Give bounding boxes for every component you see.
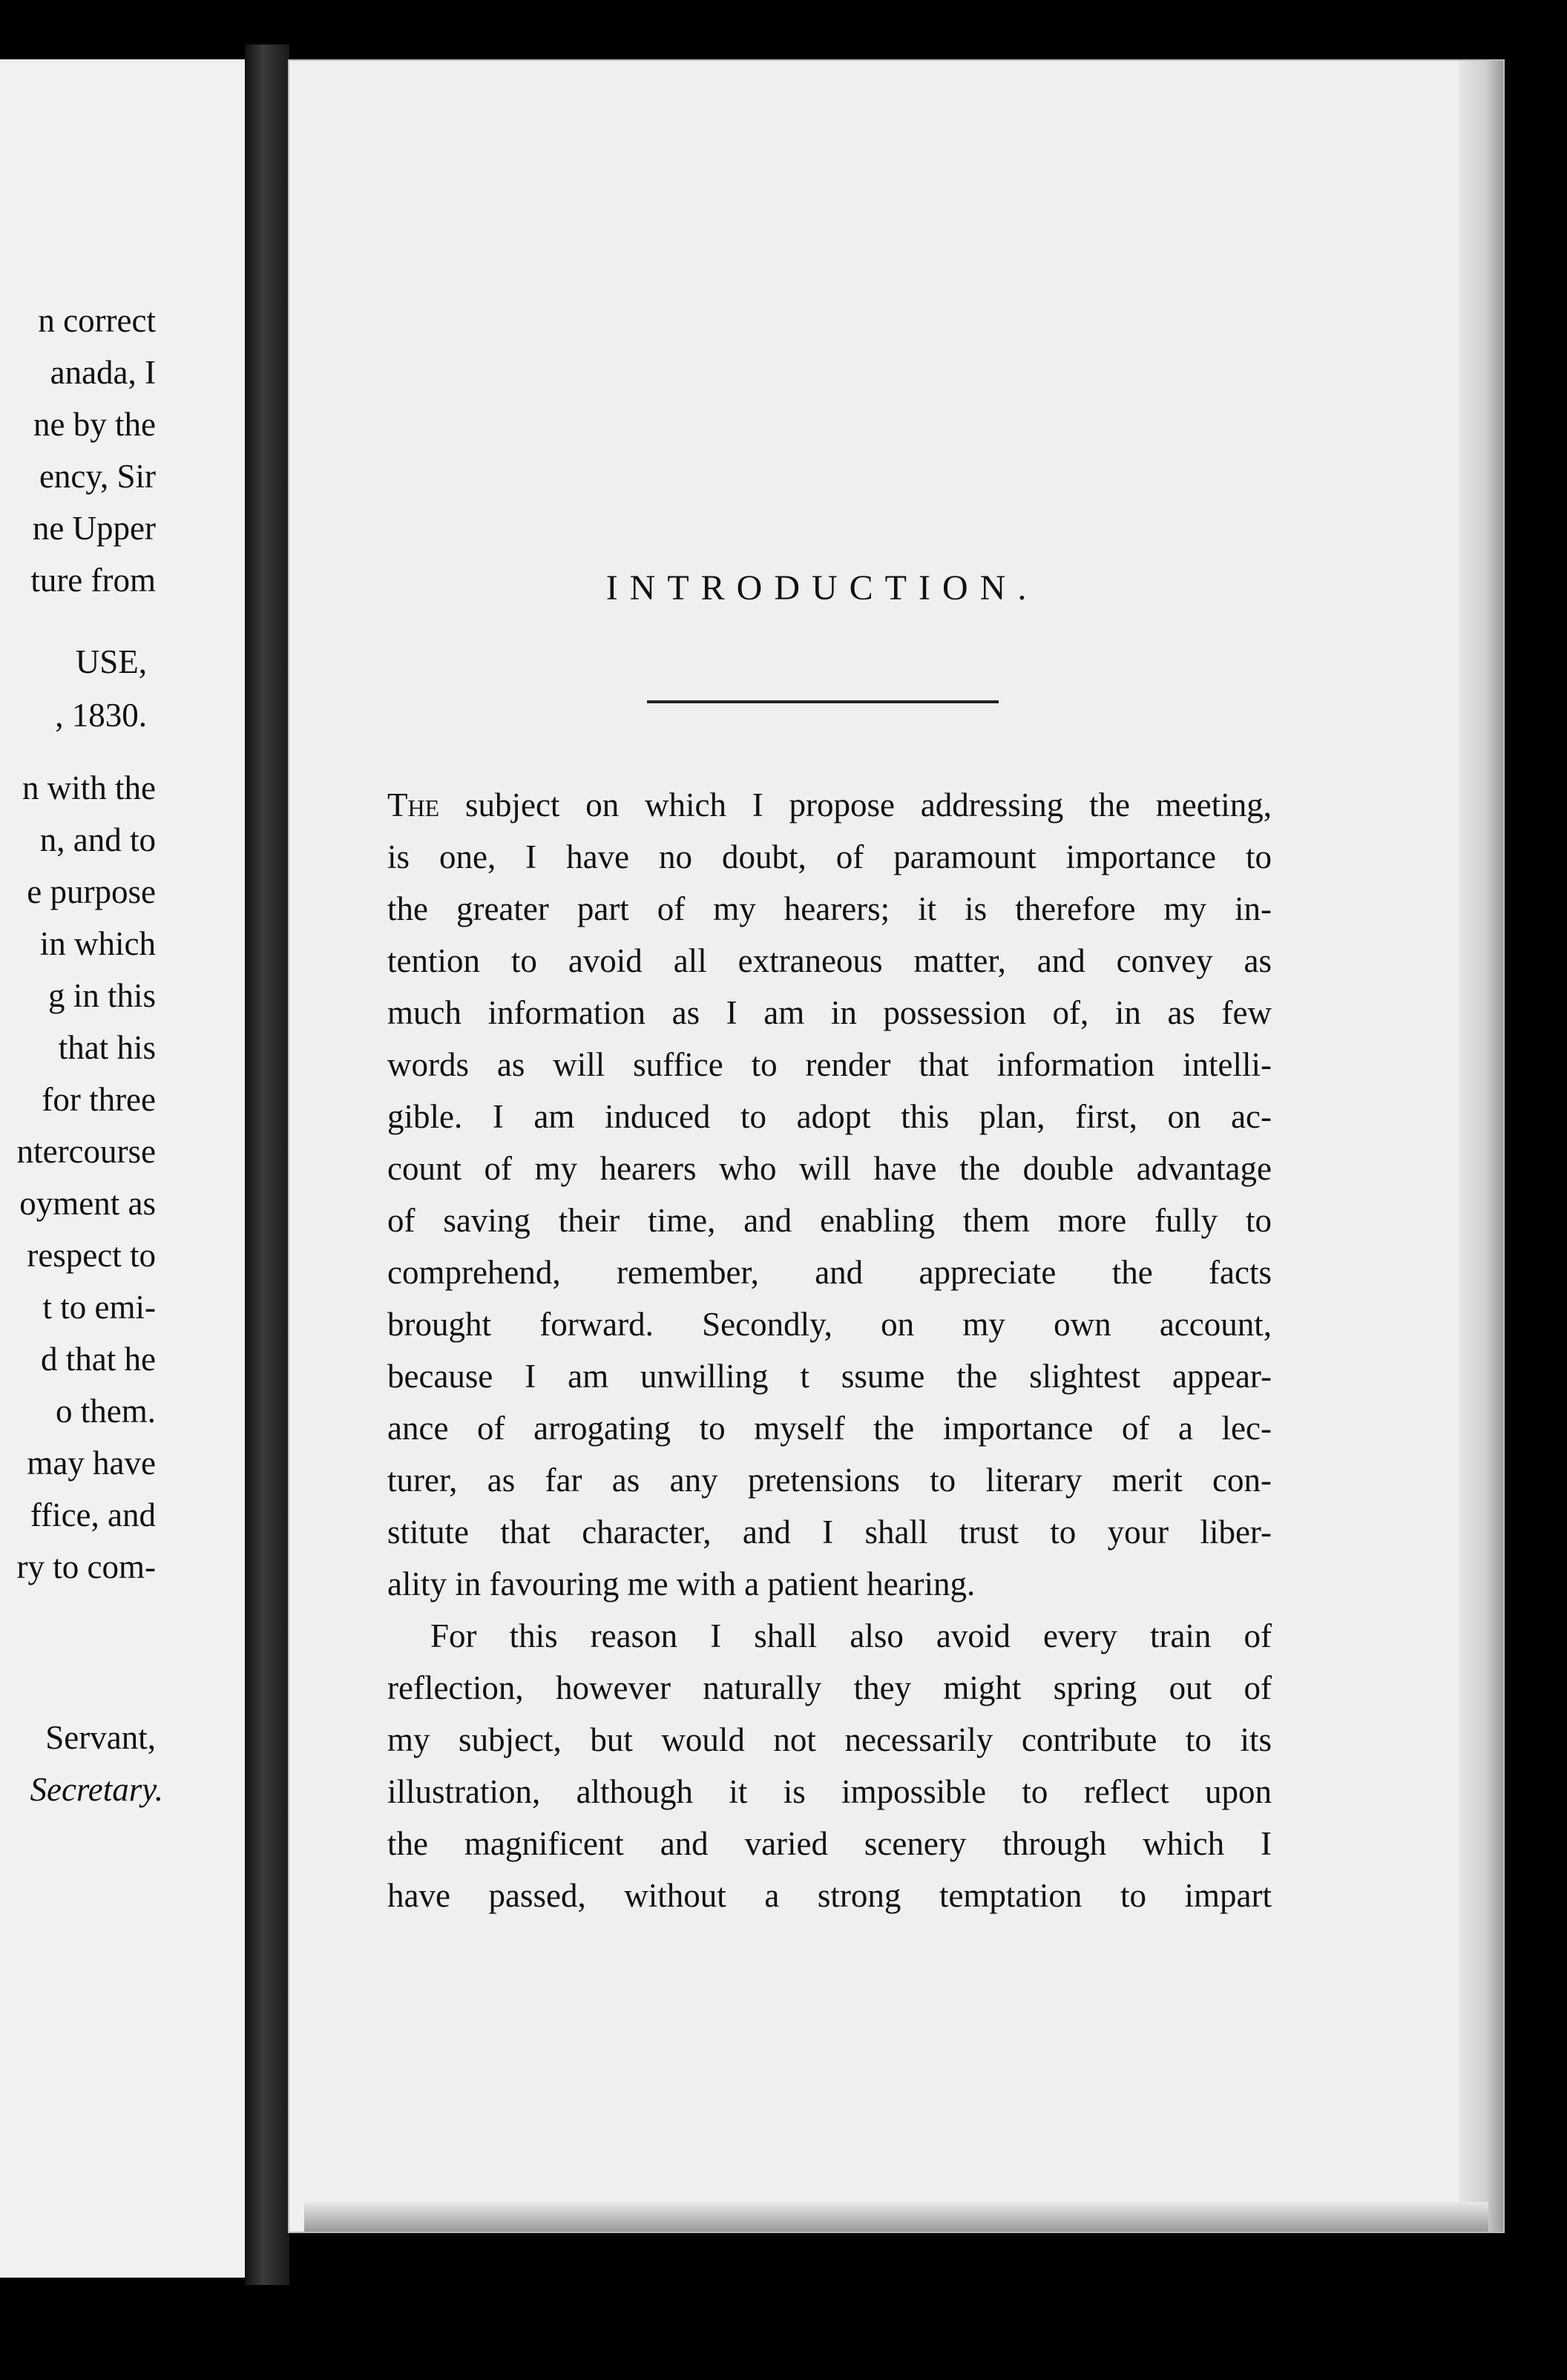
previous-page-line: ry to com- — [16, 1548, 156, 1585]
previous-page — [0, 59, 248, 2278]
text-line: brought forward. Secondly, on my own account, — [387, 1306, 1272, 1343]
book-spine-gutter — [245, 45, 289, 2285]
text-line-content: subject on which I propose addressing the meeting, — [464, 786, 1272, 824]
text-line: stitute that character, and I shall trust to your liber- — [387, 1513, 1272, 1551]
text-line: turer, as far as any pretensions to literary merit con- — [387, 1462, 1272, 1499]
lead-word: The — [387, 786, 440, 824]
chapter-title: INTRODUCTION. — [605, 568, 1039, 608]
text-line: the magnificent and varied scenery through which I — [387, 1825, 1272, 1862]
previous-page-line: ntercourse — [16, 1133, 156, 1170]
text-line: reflection, however naturally they might spring out of — [387, 1669, 1272, 1706]
previous-page-line: ne by the — [33, 406, 156, 443]
previous-page-line: n with the — [22, 769, 156, 806]
text-line: For this reason I shall also avoid every train of — [430, 1617, 1272, 1654]
previous-page-line: USE, — [75, 643, 147, 680]
previous-page-line: oyment as — [19, 1185, 156, 1222]
page-bottom-edge — [304, 2202, 1488, 2232]
text-line: my subject, but would not necessarily contribute to its — [387, 1721, 1272, 1758]
previous-page-line: n, and to — [39, 821, 156, 858]
previous-page-line: ency, Sir — [39, 458, 156, 495]
text-line: of saving their time, and enabling them more fully to — [387, 1202, 1272, 1239]
text-line: ance of arrogating to myself the importance of a lec- — [387, 1410, 1272, 1447]
text-line: have passed, without a strong temptation to impart — [387, 1877, 1272, 1914]
text-line: illustration, although it is impossible to reflect upon — [387, 1773, 1272, 1810]
previous-page-line: may have — [27, 1444, 156, 1482]
page-edge — [1459, 61, 1503, 2232]
text-line: ality in favouring me with a patient hearing. — [387, 1565, 976, 1602]
text-line: is one, I have no doubt, of paramount importance to — [387, 838, 1272, 875]
text-line: comprehend, remember, and appreciate the facts — [387, 1254, 1272, 1291]
previous-page-line: ture from — [30, 562, 156, 599]
previous-page-line: n correct — [38, 302, 156, 339]
text-line: the greater part of my hearers; it is therefore my in- — [387, 890, 1272, 927]
previous-page-line: o them. — [56, 1393, 156, 1430]
previous-page-line: t to emi- — [42, 1289, 156, 1326]
text-line — [387, 779, 1272, 831]
previous-page-line: that his — [58, 1029, 156, 1066]
title-rule — [647, 700, 999, 703]
previous-page-line: for three — [42, 1081, 156, 1118]
body-text — [387, 779, 1272, 1922]
previous-page-line: , 1830. — [55, 697, 147, 734]
text-line: words as will suffice to render that information intelli- — [387, 1046, 1272, 1083]
text-line: gible. I am induced to adopt this plan, first, on ac- — [387, 1098, 1272, 1135]
previous-page-line: Servant, — [45, 1719, 156, 1756]
text-line: count of my hearers who will have the double advantage — [387, 1150, 1272, 1187]
previous-page-line: e purpose — [27, 873, 156, 910]
previous-page-line: g in this — [47, 977, 156, 1014]
text-line: much information as I am in possession of, in as few — [387, 994, 1272, 1031]
previous-page-line: respect to — [27, 1237, 156, 1274]
previous-page-line: ffice, and — [30, 1496, 156, 1533]
previous-page-line: Secretary. — [30, 1771, 163, 1808]
previous-page-line: d that he — [41, 1341, 156, 1378]
previous-page-line: in which — [39, 925, 156, 962]
text-line: because I am unwilling t ssume the slightest appear- — [387, 1358, 1272, 1395]
chapter-title-container — [288, 568, 1356, 608]
previous-page-line: anada, I — [50, 354, 156, 391]
previous-page-line: ne Upper — [32, 510, 156, 547]
text-line: tention to avoid all extraneous matter, and convey as — [387, 942, 1272, 979]
